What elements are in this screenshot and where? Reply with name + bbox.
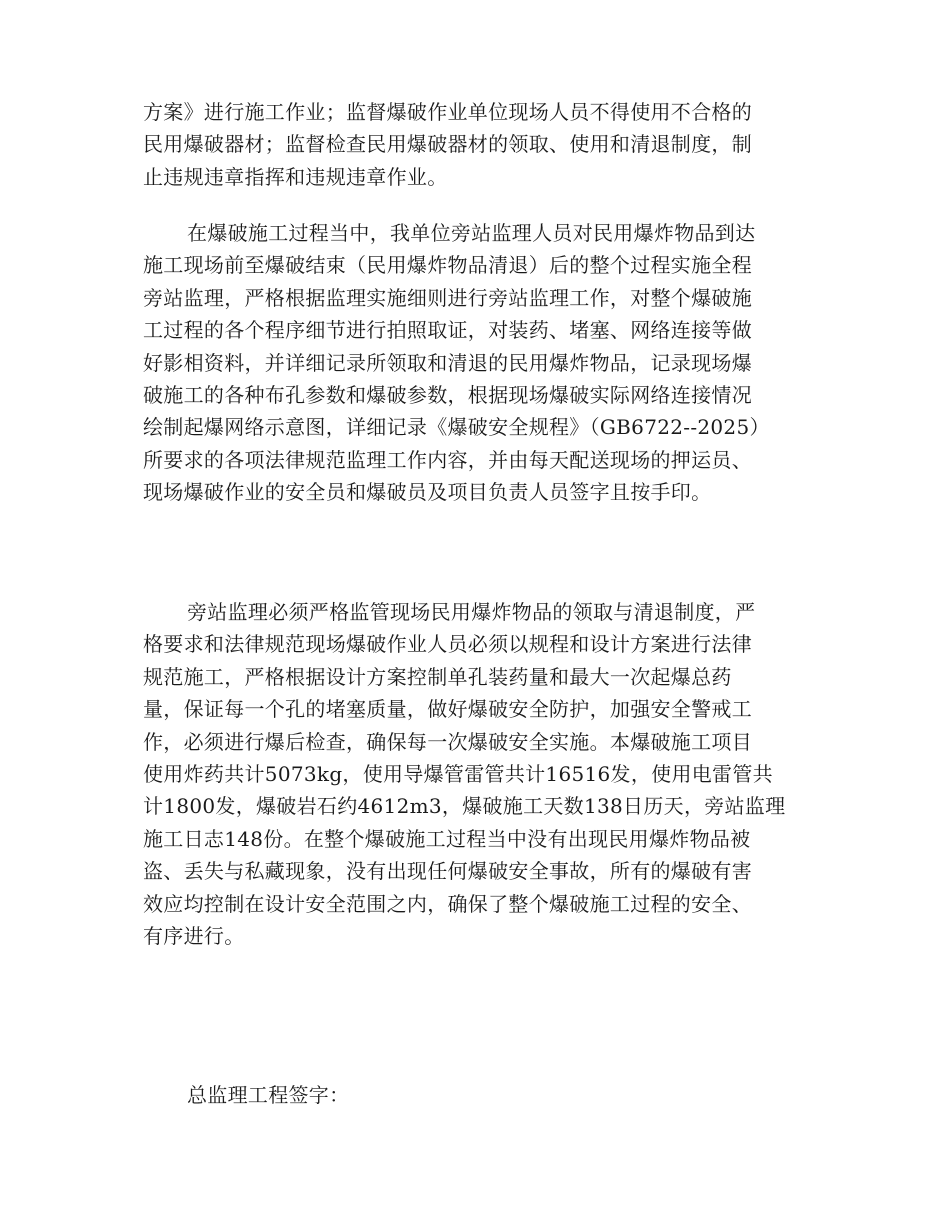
paragraph-line: 效应均控制在设计安全范围之内，确保了整个爆破施工过程的安全、 <box>143 891 752 916</box>
paragraph-line: 施工日志148份。在整个爆破施工过程当中没有出现民用爆炸物品被 <box>143 826 751 851</box>
paragraph-line: 盗、丢失与私藏现象，没有出现任何爆破安全事故，所有的爆破有害 <box>143 859 752 884</box>
paragraph-line: 好影相资料，并详细记录所领取和清退的民用爆炸物品，记录现场爆 <box>143 350 752 375</box>
paragraph-line: 方案》进行施工作业；监督爆破作业单位现场人员不得使用不合格的 <box>143 100 752 124</box>
paragraph-line: 有序进行。 <box>143 924 245 949</box>
paragraph-line: 量，保证每一个孔的堵塞质量，做好爆破安全防护，加强安全警戒工 <box>143 697 752 722</box>
paragraph-line: 旁站监理，严格根据监理实施细则进行旁站监理工作，对整个爆破施 <box>143 285 752 310</box>
paragraph-line: 计1800发，爆破岩石约4612m3，爆破施工天数138日历天，旁站监理 <box>143 794 786 819</box>
paragraph-2 <box>143 217 808 509</box>
paragraph-line: 破施工的各种布孔参数和爆破参数，根据现场爆破实际网络连接情况 <box>143 383 752 408</box>
paragraph-line: 作，必须进行爆后检查，确保每一次爆破安全实施。本爆破施工项目 <box>143 729 752 754</box>
paragraph-line: 止违规违章指挥和违规违章作业。 <box>143 164 448 189</box>
paragraph-line: 工过程的各个程序细节进行拍照取证，对装药、堵塞、网络连接等做 <box>143 318 752 343</box>
paragraph-3 <box>143 596 808 952</box>
paragraph-line: 绘制起爆网络示意图，详细记录《爆破安全规程》（GB6722--2025） <box>143 415 770 440</box>
paragraph-line: 规范施工，严格根据设计方案控制单孔装药量和最大一次起爆总药 <box>143 664 732 689</box>
paragraph-line: 格要求和法律规范现场爆破作业人员必须以规程和设计方案进行法律 <box>143 632 752 657</box>
paragraph-line: 在爆破施工过程当中，我单位旁站监理人员对民用爆炸物品到达 <box>187 221 756 245</box>
paragraph-line: 所要求的各项法律规范监理工作内容，并由每天配送现场的押运员、 <box>143 447 752 472</box>
signature-label: 总监理工程签字： <box>187 1083 350 1107</box>
paragraph-line: 现场爆破作业的安全员和爆破员及项目负责人员签字且按手印。 <box>143 480 712 505</box>
paragraph-1 <box>143 96 808 193</box>
paragraph-line: 民用爆破器材；监督检查民用爆破器材的领取、使用和清退制度，制 <box>143 132 752 157</box>
paragraph-line: 使用炸药共计5073kg，使用导爆管雷管共计16516发，使用电雷管共 <box>143 762 773 787</box>
paragraph-line: 旁站监理必须严格监管现场民用爆炸物品的领取与清退制度，严 <box>187 600 756 624</box>
paragraph-line: 施工现场前至爆破结束（民用爆炸物品清退）后的整个过程实施全程 <box>143 253 752 278</box>
